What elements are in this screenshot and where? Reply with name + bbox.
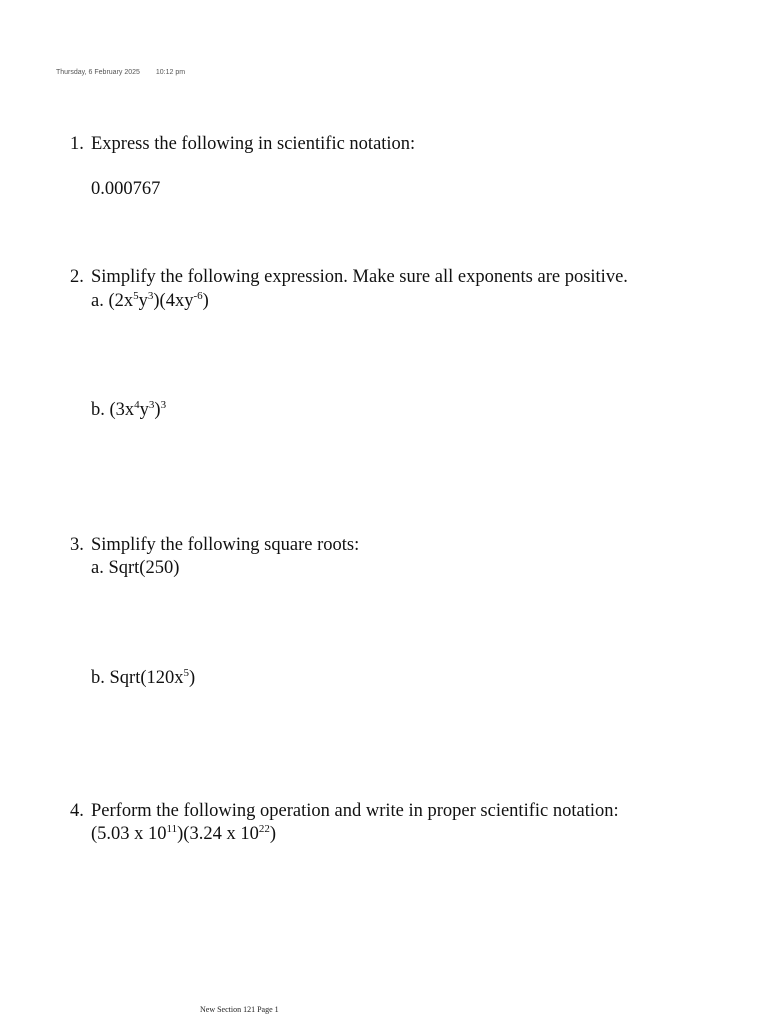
question-number: 1. [70,134,84,154]
question-4-expression: (5.03 x $10^{11})(3.24$ x $10^{22}$) [91,823,277,844]
question-2b [91,399,166,422]
part-label: a. [91,291,104,311]
question-prompt: Simplify the following expression. Make sure all exponents are positive. [91,267,628,287]
question-2a [91,290,209,313]
question-number: 3. [70,535,84,555]
question-4 [70,800,619,823]
part-label: a. [91,558,104,578]
question-3 [70,534,359,557]
page-time: 10:12 pm [155,69,186,76]
question-number: 4. [70,801,84,821]
part-label: b. [91,668,105,688]
question-3b [91,667,195,690]
question-prompt: Perform the following operation and write in proper scientific notation: [91,801,619,821]
question-1-value: 0.000767 [91,179,161,199]
part-label: b. [91,400,105,420]
question-number: 2. [70,267,84,287]
expression: Sqrt(250) [108,558,180,578]
expression: $(2x^5y^3)(4xy^{-6})$ [108,290,209,311]
page-timestamp [56,69,185,76]
page-footer: New Section 121 Page 1 [200,1005,279,1014]
question-prompt: Express the following in scientific notation: [91,134,416,154]
question-3a [91,557,179,580]
question-2 [70,266,628,289]
expression: $(3x^4y^3)^3$ [109,399,167,420]
question-prompt: Simplify the following square roots: [91,535,360,555]
question-1 [70,133,415,156]
expression: $Sqrt(120x^5)$ [109,667,196,688]
page-date: Thursday, 6 February 2025 [56,69,140,76]
